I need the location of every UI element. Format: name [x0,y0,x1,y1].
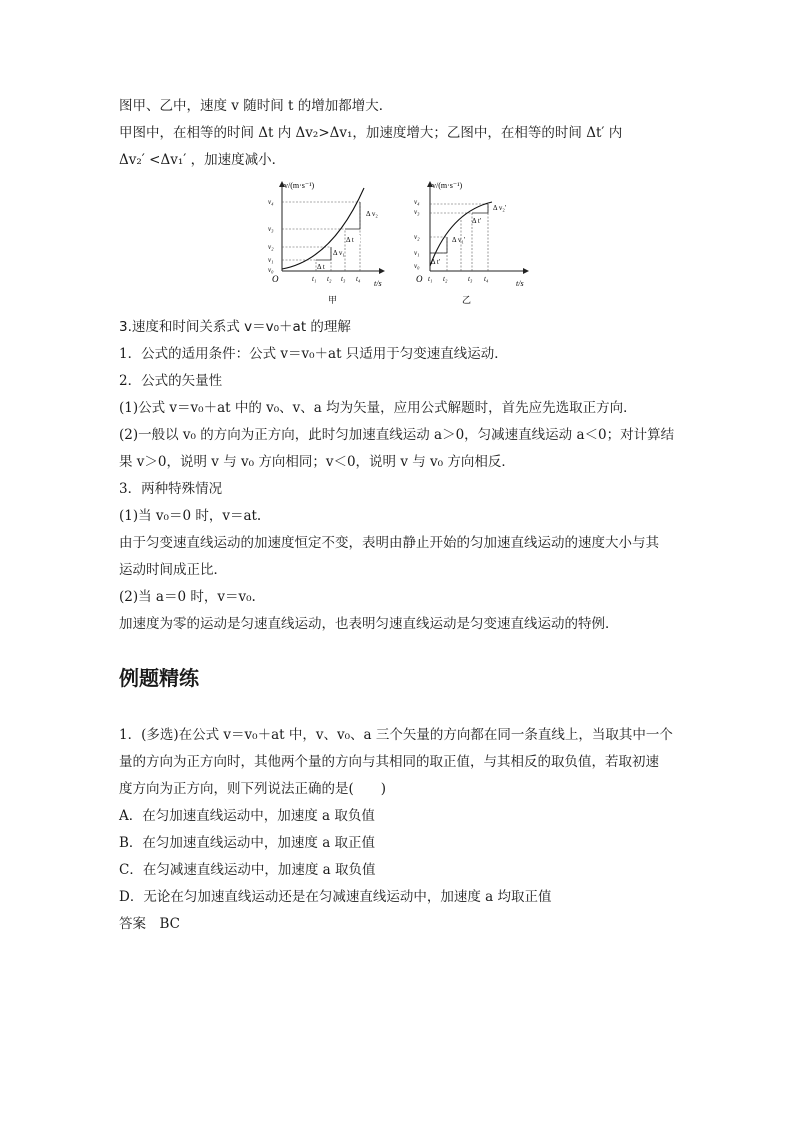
answer-line: 答案 BC [119,916,181,932]
text-line-14: (2)当 a＝0 时，v＝v₀. [119,589,256,605]
left-caption: 甲 [328,295,338,305]
right-ytick-v2: v₂ [414,233,420,241]
right-xtick-t2: t₂ [443,275,448,283]
right-ytick-v0: v₀ [414,262,420,270]
question-line-2: 量的方向为正方向时，其他两个量的方向与其相同的取正值，与其相反的取负值，若取初速 [119,754,659,770]
option-b: B．在匀加速直线运动中，加速度 a 取正值 [119,835,376,851]
option-a: A．在匀加速直线运动中，加速度 a 取负值 [119,808,375,824]
left-ytick-v1: v₁ [268,256,274,264]
left-ytick-v0: v₀ [268,266,274,274]
right-xlabel: t/s [516,279,524,288]
left-curve [282,188,364,269]
text-line-9: 果 v＞0，说明 v 与 v₀ 方向相同；v＜0，说明 v 与 v₀ 方向相反． [119,454,515,470]
text-line-11: (1)当 v₀＝0 时，v＝at. [119,508,262,524]
left-delta-t-2: Δ t [346,236,354,244]
right-ytick-v3: v₃ [414,208,420,216]
left-delta-v2: Δ v₂ [366,210,378,218]
right-caption: 乙 [462,295,472,305]
right-ylabel: v/(m·s⁻¹) [432,181,463,190]
right-origin: O [416,274,423,284]
text-line-5: 1．公式的适用条件：公式 v＝v₀＋at 只适用于匀变速直线运动． [119,346,508,362]
text-line-1: 图甲、乙中，速度 v 随时间 t 的增加都增大． [119,98,393,114]
vt-graphs-figure [262,178,532,310]
text-line-12: 由于匀变速直线运动的加速度恒定不变，表明由静止开始的匀加速直线运动的速度大小与其 [119,535,659,551]
right-delta-v2: Δ v₂′ [493,204,507,212]
text-line-15: 加速度为零的运动是匀速直线运动，也表明匀速直线运动是匀变速直线运动的特例． [119,616,619,632]
right-xtick-t4: t₄ [484,275,489,283]
left-origin: O [272,274,279,284]
left-xtick-t3: t₃ [341,275,346,283]
right-delta-t1: Δ t′ [431,258,441,266]
left-xtick-t2: t₂ [327,275,332,283]
text-line-2: 甲图中，在相等的时间 Δt 内 Δv₂>Δv₁，加速度增大；乙图中，在相等的时间 Δt′ 内 [119,125,623,141]
right-ytick-v4: v₄ [414,198,420,206]
text-line-4: 3.速度和时间关系式 v＝v₀＋at 的理解 [119,319,351,335]
text-line-7: (1)公式 v＝v₀＋at 中的 v₀、v、a 均为矢量，应用公式解题时，首先应先选取正方向． [119,400,637,416]
section-title: 例题精练 [119,666,199,690]
text-line-10: 3．两种特殊情况 [119,481,223,497]
right-xtick-t3: t₃ [468,275,473,283]
left-delta-t: Δ t [317,263,325,271]
text-line-8: (2)一般以 v₀ 的方向为正方向，此时匀加速直线运动 a＞0，匀减速直线运动 a＜0；对计算结 [119,427,675,443]
question-line-3: 度方向为正方向，则下列说法正确的是( ) [119,781,387,797]
right-ytick-v1: v₁ [414,249,420,257]
left-xlabel: t/s [374,279,382,288]
option-d: D．无论在匀加速直线运动还是在匀减速直线运动中，加速度 a 均取正值 [119,889,552,905]
graph-left [268,181,384,305]
question-line-1: 1．(多选)在公式 v＝v₀＋at 中，v、v₀、a 三个矢量的方向都在同一条直线上，当取其中一个 [119,727,673,743]
left-ytick-v3: v₃ [268,225,274,233]
option-c: C．在匀减速直线运动中，加速度 a 取负值 [119,862,376,878]
left-xtick-t1: t₁ [312,275,317,283]
graph-right [414,181,528,305]
left-ytick-v2: v₂ [268,243,274,251]
left-xtick-t4: t₄ [356,275,361,283]
text-line-13: 运动时间成正比． [119,562,227,578]
left-ytick-v4: v₄ [268,198,274,206]
text-line-3: Δv₂′ <Δv₁′ ，加速度减小． [119,152,286,168]
right-delta-v1: Δ v₁′ [452,236,466,244]
left-ylabel: v/(m·s⁻¹) [284,181,315,190]
left-delta-v1: Δ v₁ [333,249,345,257]
right-xtick-t1: t₁ [428,275,433,283]
right-delta-t2: Δ t′ [472,217,482,225]
text-line-6: 2．公式的矢量性 [119,373,223,389]
